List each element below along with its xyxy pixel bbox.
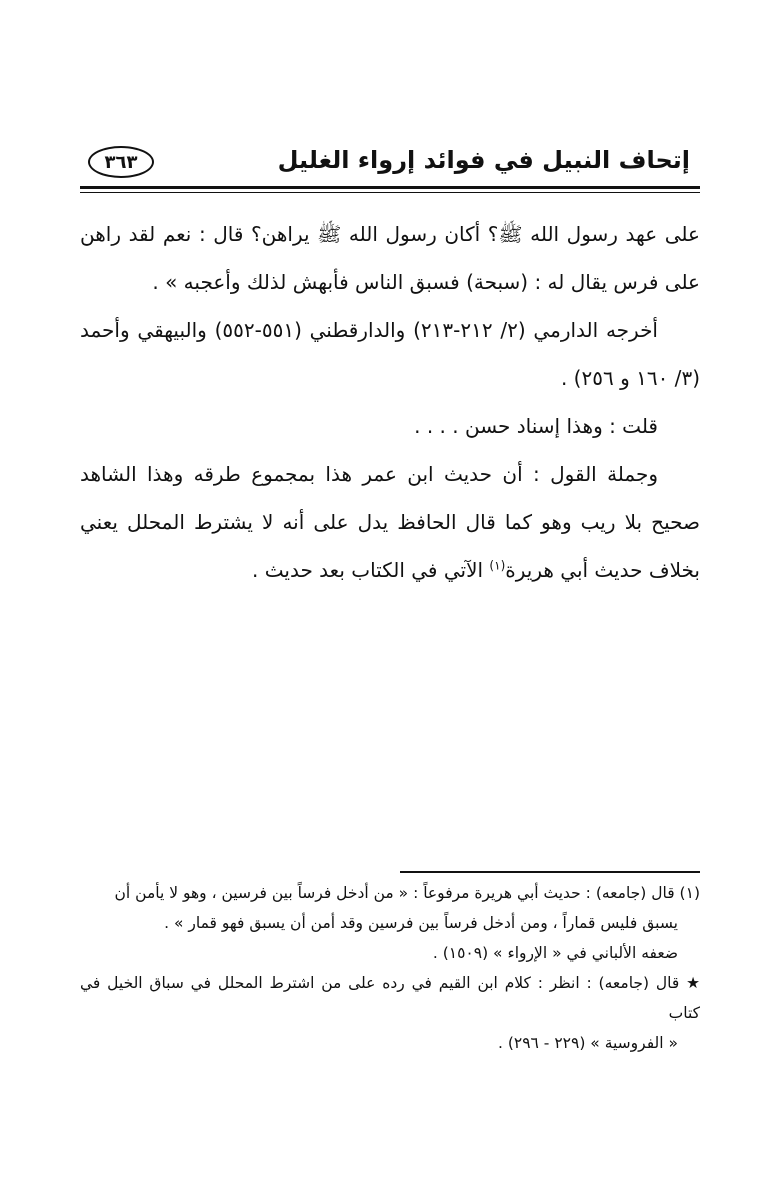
page-number-badge: ٣٦٣ [88, 146, 154, 178]
footnotes-section [80, 878, 700, 1058]
footnote-1-line-1: (١) قال (جامعه) : حديث أبي هريرة مرفوعاً : « من أدخل فرساً بين فرسين ، وهو لا يأمن أن [114, 884, 700, 902]
footnote-2-line-1: ★ قال (جامعه) : انظر : كلام ابن القيم في رده على من اشترط المحلل في سباق الخيل في كتاب [80, 974, 700, 1022]
conclusion-text-end: الآتي في الكتاب بعد حديث . [252, 558, 490, 582]
footnote-1-line-3: ضعفه الألباني في « الإرواء » (١٥٠٩) . [432, 944, 678, 962]
paragraph-qultu: قلت : وهذا إسناد حسن . . . . [414, 414, 658, 438]
footnote-reference: (١) [489, 558, 506, 573]
paragraph-hadith-continuation: على عهد رسول الله ﷺ؟ أكان رسول الله ﷺ يراهن؟ قال : نعم لقد راهن على فرس يقال له : (سبحة) فسبق الناس فأبهش لذلك وأعجبه » . [80, 222, 700, 294]
footnote-1-line-2: يسبق فليس قماراً ، ومن أدخل فرساً بين فرسين وقد أمن أن يسبق فهو قمار » . [164, 914, 678, 932]
paragraph-conclusion [80, 450, 700, 594]
conclusion-text: وجملة القول : أن حديث ابن عمر هذا بمجموع طرقه وهذا الشاهد صحيح بلا ريب وهو كما قال الحافظ يدل على أنه لا يشترط المحلل يعني بخلاف حديث أبي هريرة [80, 462, 700, 582]
running-header-title: إتحاف النبيل في فوائد إرواء الغليل [277, 146, 690, 174]
header-divider-thin [80, 192, 700, 193]
footnote-2-line-2: « الفروسية » (٢٢٩ - ٢٩٦) . [497, 1034, 678, 1052]
main-text [80, 210, 700, 594]
header-divider-thick [80, 186, 700, 189]
footnote-divider [400, 871, 700, 873]
paragraph-takhrij: أخرجه الدارمي (٢/ ٢١٢-٢١٣) والدارقطني (٥٥١-٥٥٢) والبيهقي وأحمد (٣/ ١٦٠ و ٢٥٦) . [80, 318, 700, 390]
